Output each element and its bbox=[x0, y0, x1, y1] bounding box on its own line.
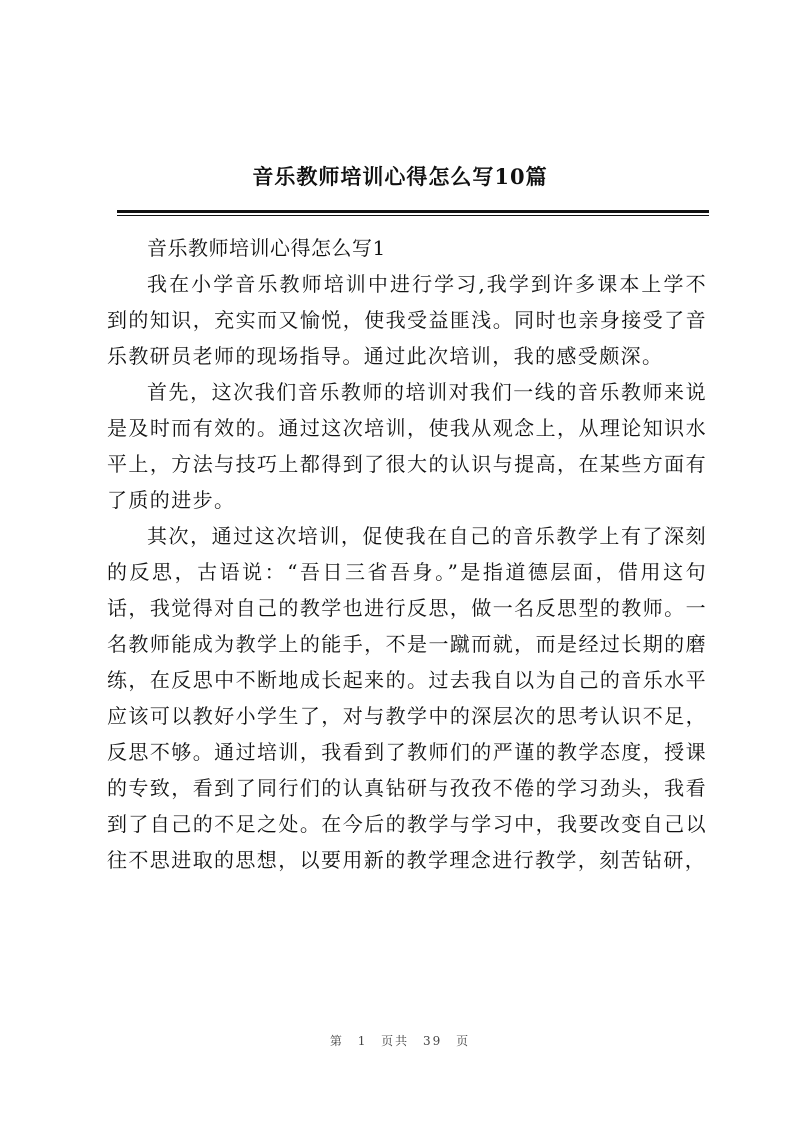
paragraph-2: 首先，这次我们音乐教师的培训对我们一线的音乐教师来说是及时而有效的。通过这次培训，使我从观念上，从理论知识水平上，方法与技巧上都得到了很大的认识与提高，在某些方面有了质的进步。 bbox=[107, 380, 707, 512]
page-footer bbox=[0, 1032, 800, 1049]
paragraph-1: 我在小学音乐教师培训中进行学习,我学到许多课本上学不到的知识，充实而又愉悦，使我受益匪浅。同时也亲身接受了音乐教研员老师的现场指导。通过此次培训，我的感受颇深。 bbox=[107, 272, 707, 368]
footer-total-pages: 39 bbox=[423, 1034, 443, 1048]
document-title: 音乐教师培训心得怎么写10篇 bbox=[252, 164, 548, 189]
footer-page-number: 1 bbox=[357, 1034, 368, 1048]
title-divider-thin bbox=[117, 215, 709, 216]
document-body bbox=[107, 230, 707, 878]
section-heading: 音乐教师培训心得怎么写1 bbox=[147, 236, 386, 260]
title-divider-thick bbox=[117, 210, 709, 213]
footer-prefix: 第 bbox=[329, 1034, 344, 1048]
footer-suffix: 页 bbox=[456, 1034, 471, 1048]
paragraph-3: 其次，通过这次培训，促使我在自己的音乐教学上有了深刻的反思，古语说：“吾日三省吾身。”是指道德层面，借用这句话，我觉得对自己的教学也进行反思，做一名反思型的教师。一名教师能成为教学上的能手，不是一蹴而就，而是经过长期的磨练，在反思中不断地成长起来的。过去我自以为自己的音乐水平应该可以教好小学生了，对与教学中的深层次的思考认识不足，反思不够。通过培训，我看到了教师们的严谨的教学态度，授课的专致，看到了同行们的认真钻研与孜孜不倦的学习劲头，我看到了自己的不足之处。在今后的教学与学习中，我要改变自己以往不思进取的思想，以要用新的教学理念进行教学，刻苦钻研， bbox=[107, 524, 707, 872]
footer-middle: 页共 bbox=[381, 1034, 410, 1048]
